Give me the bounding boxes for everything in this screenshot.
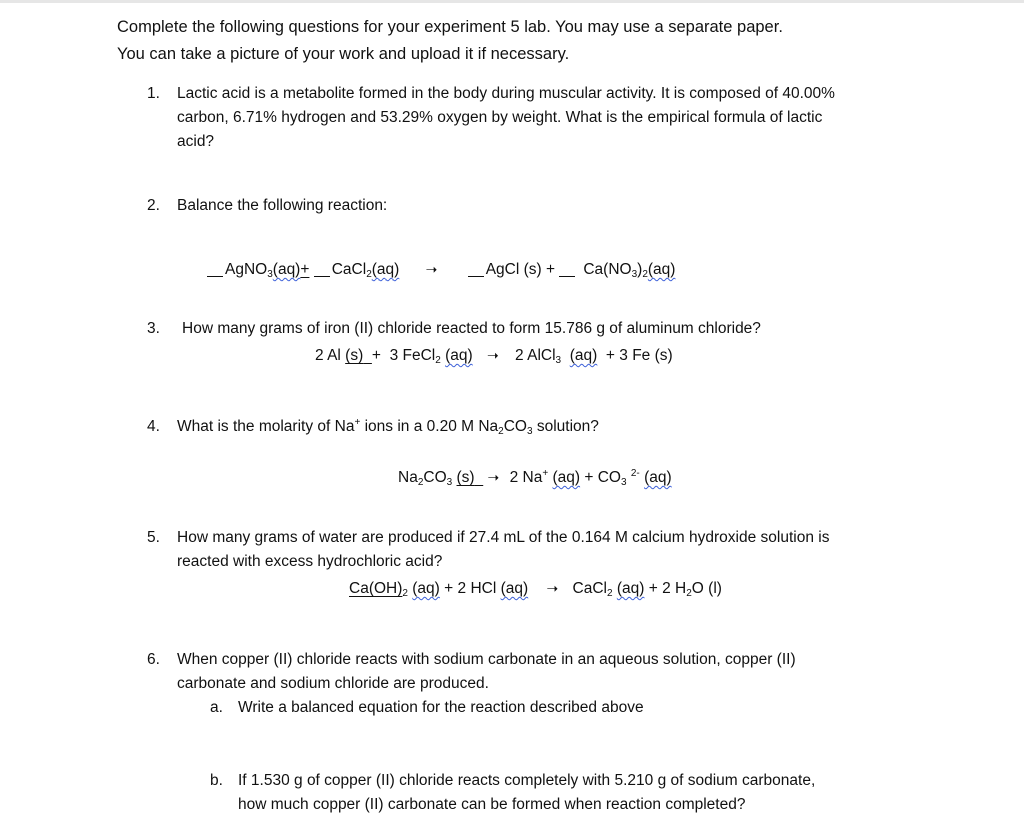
question-2-number: 2. (147, 197, 160, 214)
question-3-text: How many grams of iron (II) chloride reacted to form 15.786 g of aluminum chloride? (182, 320, 761, 337)
question-3-equation: 2 Al (s) + 3 FeCl$_2$ (aq) ➝ 2 AlCl$_3$ (aq) + 3 Fe (s) (315, 344, 673, 367)
question-6a-label: a. (210, 699, 223, 716)
question-5-equation: $Ca(OH)_2$ (aq) + 2 HCl (aq) ➝ CaCl$_2$ (aq) + 2 $H_2O$ (l) (349, 577, 722, 600)
intro-line-1: Complete the following questions for your experiment 5 lab. You may use a separate paper. (117, 18, 783, 36)
coefficient-blank[interactable] (207, 262, 223, 277)
question-3-number: 3. (147, 320, 160, 337)
intro-line-2: You can take a picture of your work and upload it if necessary. (117, 45, 570, 63)
question-4-text: What is the molarity of Na+ ions in a 0.20 M $Na_2CO_3$ solution? (177, 417, 599, 437)
coefficient-blank[interactable] (559, 262, 575, 277)
question-5-line-2: reacted with excess hydrochloric acid? (177, 553, 443, 570)
question-2-text: Balance the following reaction: (177, 197, 388, 214)
reaction-arrow-icon: ➝ (425, 261, 438, 277)
question-1-line-1: Lactic acid is a metabolite formed in the body during muscular activity. It is composed of 40.00% (177, 85, 835, 102)
question-6b-label: b. (210, 772, 223, 789)
question-6-line-1: When copper (II) chloride reacts with sodium carbonate in an aqueous solution, copper (II) (177, 651, 796, 668)
reaction-arrow-icon: ➝ (546, 580, 559, 596)
question-6-line-2: carbonate and sodium chloride are produced. (177, 675, 489, 692)
question-5-line-1: How many grams of water are produced if 27.4 mL of the 0.164 M calcium hydroxide solution is (177, 529, 830, 546)
page-top-border (0, 0, 1024, 3)
reaction-arrow-icon: ➝ (487, 469, 500, 485)
question-6b-line-2: how much copper (II) carbonate can be formed when reaction completed? (238, 796, 746, 813)
question-4-number: 4. (147, 418, 160, 435)
question-1-number: 1. (147, 85, 160, 102)
question-5-number: 5. (147, 529, 160, 546)
question-2-equation: AgNO$_3$(aq)+ CaCl$_2$(aq) ➝ AgCl $(s) + Ca(NO_3)_2(aq)$ (207, 258, 675, 281)
question-4-equation: $Na_2CO_3$ (s) ➝ 2 Na+ $(aq) + CO_3$ $^{2-}$ (aq) (398, 468, 672, 488)
question-1-line-2: carbon, 6.71% hydrogen and 53.29% oxygen by weight. What is the empirical formula of lactic (177, 109, 823, 126)
reaction-arrow-icon: ➝ (486, 347, 499, 363)
coefficient-blank[interactable] (314, 262, 330, 277)
question-6b-line-1: If 1.530 g of copper (II) chloride reacts completely with 5.210 g of sodium carbonate, (238, 772, 816, 789)
question-6a-text: Write a balanced equation for the reaction described above (238, 699, 644, 716)
question-1-line-3: acid? (177, 133, 215, 150)
question-6-number: 6. (147, 651, 160, 668)
coefficient-blank[interactable] (468, 262, 484, 277)
